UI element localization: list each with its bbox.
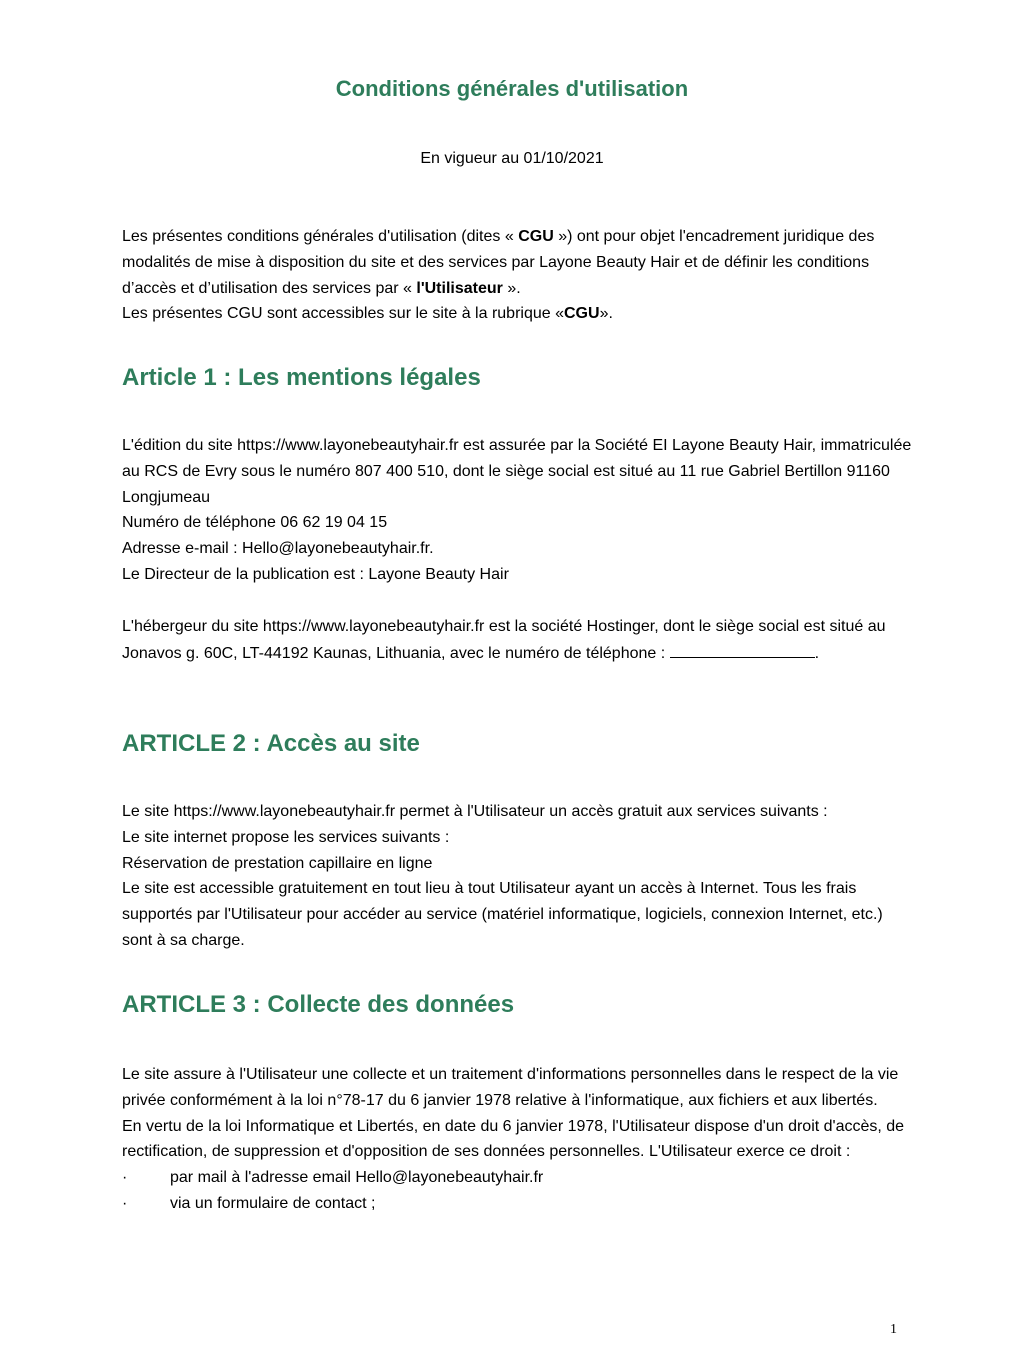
access-line-2: Le site internet propose les services suivants : (122, 828, 450, 846)
page-number: 1 (890, 1322, 897, 1337)
article-2-body (122, 799, 912, 954)
intro-section (122, 224, 912, 327)
article-3-body (122, 1062, 912, 1217)
access-line-1: Le site https://www.layonebeautyhair.fr permet à l'Utilisateur un accès gratuit aux services suivants : (122, 803, 828, 820)
access-line-4: Le site est accessible gratuitement en tout lieu à tout Utilisateur ayant un accès à Internet. Tous les frais supportés par l'Utilisateur pour accéder au service (matériel informatique, logiciels, connexion Internet, etc.) sont à sa charge. (122, 880, 883, 949)
article-3-heading: ARTICLE 3 : Collecte des données (122, 991, 515, 1018)
intro-paragraph-2: Les présentes CGU sont accessibles sur le site à la rubrique «CGU». (122, 305, 613, 323)
data-paragraph-1: Le site assure à l'Utilisateur une collecte et un traitement d'informations personnelles dans le respect de la vie privée conformément à la loi n°78-17 du 6 janvier 1978 relative à l'informatique, aux fichiers et aux libertés. (122, 1066, 899, 1109)
spacer (122, 588, 912, 614)
article-2-heading: ARTICLE 2 : Accès au site (122, 730, 420, 757)
edition-paragraph: L'édition du site https://www.layonebeautyhair.fr est assurée par la Société EI Layone Beauty Hair, immatriculée au RCS de Evry sous le numéro 807 400 510, dont le siège social est situé au 11 rue Gabriel Bertillon 91160 Longjumeau (122, 437, 912, 506)
bullet-text: par mail à l'adresse email Hello@layonebeautyhair.fr (170, 1169, 544, 1187)
director-line: Le Directeur de la publication est : Layone Beauty Hair (122, 565, 509, 583)
list-item (122, 1165, 912, 1191)
email-line: Adresse e-mail : Hello@layonebeautyhair.fr. (122, 540, 434, 558)
bullet-marker: · (122, 1194, 128, 1212)
host-paragraph: L'hébergeur du site https://www.layonebeautyhair.fr est la société Hostinger, dont le siège social est situé au Jonavos g. 60C, LT-44192 Kaunas, Lithuania, avec le numéro de téléphone : . (122, 617, 886, 663)
access-line-3: Réservation de prestation capillaire en ligne (122, 854, 433, 872)
document-title: Conditions générales d'utilisation (335, 76, 689, 101)
intro-paragraph-1: Les présentes conditions générales d'utilisation (dites « CGU ») ont pour objet l'encadrement juridique des modalités de mise à disposition du site et des services par Layone Beauty Hair et de définir les conditions d’accès et d’utilisation des services par « l'Utilisateur ». (122, 228, 875, 297)
article-1-body (122, 433, 912, 667)
bullet-text: via un formulaire de contact ; (170, 1194, 376, 1212)
article-1-heading: Article 1 : Les mentions légales (122, 364, 481, 391)
list-item (122, 1191, 912, 1217)
data-paragraph-2: En vertu de la loi Informatique et Libertés, en date du 6 janvier 1978, l'Utilisateur dispose d'un droit d'accès, de rectification, de suppression et d'opposition de ses données personnelles. L'Utilisateur exerce ce droit : (122, 1117, 905, 1161)
phone-line: Numéro de téléphone 06 62 19 04 15 (122, 514, 388, 532)
blank-underline (670, 639, 815, 658)
bullet-marker: · (122, 1169, 128, 1187)
effective-date: En vigueur au 01/10/2021 (420, 150, 604, 167)
